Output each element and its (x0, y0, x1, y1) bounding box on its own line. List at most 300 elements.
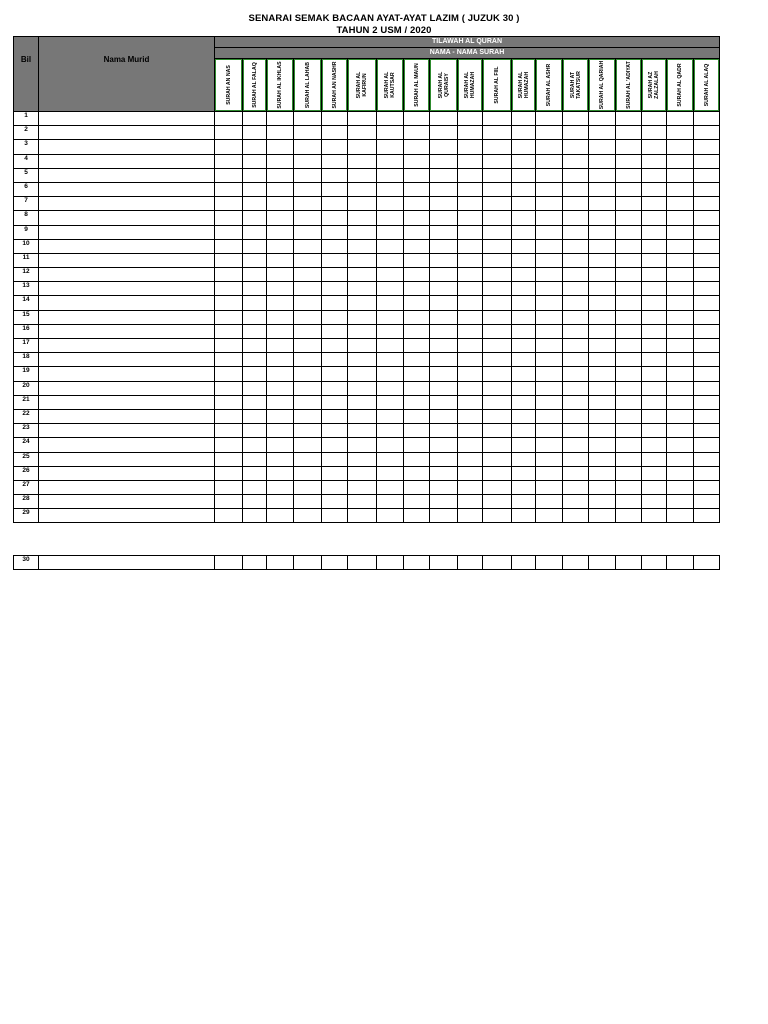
check-cell[interactable] (458, 296, 483, 310)
check-cell[interactable] (243, 168, 267, 182)
check-cell[interactable] (377, 409, 404, 423)
check-cell[interactable] (322, 239, 348, 253)
check-cell[interactable] (243, 409, 267, 423)
check-cell[interactable] (322, 211, 348, 225)
check-cell[interactable] (536, 225, 563, 239)
check-cell[interactable] (667, 424, 694, 438)
check-cell[interactable] (616, 495, 642, 509)
check-cell[interactable] (348, 409, 377, 423)
check-cell[interactable] (377, 112, 404, 126)
check-cell[interactable] (430, 154, 458, 168)
check-cell[interactable] (616, 395, 642, 409)
check-cell[interactable] (512, 112, 536, 126)
check-cell[interactable] (667, 395, 694, 409)
check-cell[interactable] (536, 438, 563, 452)
check-cell[interactable] (322, 310, 348, 324)
check-cell[interactable] (563, 197, 589, 211)
check-cell[interactable] (589, 239, 616, 253)
check-cell[interactable] (430, 509, 458, 523)
check-cell[interactable] (667, 197, 694, 211)
check-cell[interactable] (536, 168, 563, 182)
check-cell[interactable] (404, 409, 430, 423)
student-name-cell[interactable] (39, 480, 215, 494)
check-cell[interactable] (642, 239, 667, 253)
check-cell[interactable] (512, 556, 536, 570)
check-cell[interactable] (267, 239, 294, 253)
check-cell[interactable] (458, 126, 483, 140)
check-cell[interactable] (694, 112, 720, 126)
check-cell[interactable] (377, 480, 404, 494)
check-cell[interactable] (589, 353, 616, 367)
check-cell[interactable] (404, 253, 430, 267)
check-cell[interactable] (589, 168, 616, 182)
check-cell[interactable] (377, 268, 404, 282)
check-cell[interactable] (267, 480, 294, 494)
check-cell[interactable] (694, 424, 720, 438)
check-cell[interactable] (430, 409, 458, 423)
check-cell[interactable] (348, 211, 377, 225)
check-cell[interactable] (512, 197, 536, 211)
check-cell[interactable] (322, 409, 348, 423)
check-cell[interactable] (294, 211, 322, 225)
check-cell[interactable] (642, 556, 667, 570)
check-cell[interactable] (512, 324, 536, 338)
check-cell[interactable] (694, 339, 720, 353)
check-cell[interactable] (536, 112, 563, 126)
check-cell[interactable] (458, 509, 483, 523)
check-cell[interactable] (430, 381, 458, 395)
check-cell[interactable] (267, 126, 294, 140)
check-cell[interactable] (642, 211, 667, 225)
check-cell[interactable] (589, 395, 616, 409)
check-cell[interactable] (243, 225, 267, 239)
check-cell[interactable] (404, 381, 430, 395)
check-cell[interactable] (667, 480, 694, 494)
check-cell[interactable] (667, 495, 694, 509)
check-cell[interactable] (243, 140, 267, 154)
check-cell[interactable] (667, 438, 694, 452)
check-cell[interactable] (243, 466, 267, 480)
check-cell[interactable] (536, 466, 563, 480)
check-cell[interactable] (512, 154, 536, 168)
check-cell[interactable] (536, 452, 563, 466)
check-cell[interactable] (215, 211, 243, 225)
student-name-cell[interactable] (39, 268, 215, 282)
check-cell[interactable] (243, 480, 267, 494)
check-cell[interactable] (348, 268, 377, 282)
check-cell[interactable] (589, 339, 616, 353)
check-cell[interactable] (430, 140, 458, 154)
check-cell[interactable] (404, 154, 430, 168)
check-cell[interactable] (377, 211, 404, 225)
check-cell[interactable] (215, 409, 243, 423)
check-cell[interactable] (667, 466, 694, 480)
check-cell[interactable] (694, 268, 720, 282)
check-cell[interactable] (483, 282, 512, 296)
check-cell[interactable] (348, 495, 377, 509)
check-cell[interactable] (512, 182, 536, 196)
check-cell[interactable] (536, 282, 563, 296)
check-cell[interactable] (404, 225, 430, 239)
check-cell[interactable] (267, 556, 294, 570)
check-cell[interactable] (642, 395, 667, 409)
check-cell[interactable] (536, 495, 563, 509)
check-cell[interactable] (536, 424, 563, 438)
check-cell[interactable] (616, 154, 642, 168)
check-cell[interactable] (536, 409, 563, 423)
check-cell[interactable] (667, 239, 694, 253)
check-cell[interactable] (430, 225, 458, 239)
check-cell[interactable] (294, 395, 322, 409)
check-cell[interactable] (348, 168, 377, 182)
check-cell[interactable] (404, 339, 430, 353)
check-cell[interactable] (348, 140, 377, 154)
check-cell[interactable] (536, 353, 563, 367)
check-cell[interactable] (348, 310, 377, 324)
check-cell[interactable] (563, 452, 589, 466)
check-cell[interactable] (563, 324, 589, 338)
check-cell[interactable] (642, 140, 667, 154)
check-cell[interactable] (667, 282, 694, 296)
check-cell[interactable] (267, 438, 294, 452)
check-cell[interactable] (243, 211, 267, 225)
student-name-cell[interactable] (39, 182, 215, 196)
check-cell[interactable] (694, 395, 720, 409)
check-cell[interactable] (642, 324, 667, 338)
check-cell[interactable] (458, 556, 483, 570)
check-cell[interactable] (322, 556, 348, 570)
check-cell[interactable] (483, 367, 512, 381)
check-cell[interactable] (589, 495, 616, 509)
check-cell[interactable] (616, 409, 642, 423)
check-cell[interactable] (243, 253, 267, 267)
check-cell[interactable] (512, 140, 536, 154)
check-cell[interactable] (563, 126, 589, 140)
check-cell[interactable] (215, 140, 243, 154)
check-cell[interactable] (616, 424, 642, 438)
check-cell[interactable] (322, 324, 348, 338)
check-cell[interactable] (589, 182, 616, 196)
check-cell[interactable] (377, 324, 404, 338)
check-cell[interactable] (563, 182, 589, 196)
check-cell[interactable] (642, 182, 667, 196)
check-cell[interactable] (667, 353, 694, 367)
student-name-cell[interactable] (39, 424, 215, 438)
check-cell[interactable] (348, 395, 377, 409)
check-cell[interactable] (512, 253, 536, 267)
check-cell[interactable] (642, 409, 667, 423)
check-cell[interactable] (430, 324, 458, 338)
check-cell[interactable] (667, 211, 694, 225)
check-cell[interactable] (267, 395, 294, 409)
check-cell[interactable] (243, 296, 267, 310)
check-cell[interactable] (322, 466, 348, 480)
check-cell[interactable] (694, 324, 720, 338)
check-cell[interactable] (667, 339, 694, 353)
check-cell[interactable] (430, 296, 458, 310)
check-cell[interactable] (430, 253, 458, 267)
check-cell[interactable] (563, 211, 589, 225)
check-cell[interactable] (348, 556, 377, 570)
check-cell[interactable] (616, 268, 642, 282)
check-cell[interactable] (348, 480, 377, 494)
check-cell[interactable] (322, 225, 348, 239)
check-cell[interactable] (348, 509, 377, 523)
check-cell[interactable] (267, 452, 294, 466)
check-cell[interactable] (348, 353, 377, 367)
check-cell[interactable] (694, 556, 720, 570)
check-cell[interactable] (215, 339, 243, 353)
check-cell[interactable] (694, 225, 720, 239)
check-cell[interactable] (215, 268, 243, 282)
check-cell[interactable] (589, 112, 616, 126)
student-name-cell[interactable] (39, 495, 215, 509)
check-cell[interactable] (404, 112, 430, 126)
check-cell[interactable] (294, 154, 322, 168)
check-cell[interactable] (243, 381, 267, 395)
check-cell[interactable] (616, 367, 642, 381)
check-cell[interactable] (616, 182, 642, 196)
check-cell[interactable] (512, 211, 536, 225)
student-name-cell[interactable] (39, 452, 215, 466)
check-cell[interactable] (536, 339, 563, 353)
check-cell[interactable] (348, 438, 377, 452)
check-cell[interactable] (483, 466, 512, 480)
check-cell[interactable] (430, 112, 458, 126)
check-cell[interactable] (322, 126, 348, 140)
check-cell[interactable] (294, 126, 322, 140)
check-cell[interactable] (483, 126, 512, 140)
check-cell[interactable] (267, 112, 294, 126)
check-cell[interactable] (430, 353, 458, 367)
check-cell[interactable] (458, 381, 483, 395)
check-cell[interactable] (694, 253, 720, 267)
student-name-cell[interactable] (39, 168, 215, 182)
check-cell[interactable] (267, 182, 294, 196)
check-cell[interactable] (404, 438, 430, 452)
check-cell[interactable] (642, 381, 667, 395)
check-cell[interactable] (404, 495, 430, 509)
check-cell[interactable] (377, 253, 404, 267)
check-cell[interactable] (215, 112, 243, 126)
check-cell[interactable] (267, 268, 294, 282)
check-cell[interactable] (294, 253, 322, 267)
check-cell[interactable] (430, 211, 458, 225)
check-cell[interactable] (377, 466, 404, 480)
check-cell[interactable] (215, 239, 243, 253)
check-cell[interactable] (215, 154, 243, 168)
check-cell[interactable] (458, 168, 483, 182)
check-cell[interactable] (243, 495, 267, 509)
check-cell[interactable] (616, 126, 642, 140)
check-cell[interactable] (377, 424, 404, 438)
check-cell[interactable] (348, 324, 377, 338)
check-cell[interactable] (563, 367, 589, 381)
check-cell[interactable] (483, 182, 512, 196)
check-cell[interactable] (483, 509, 512, 523)
check-cell[interactable] (348, 225, 377, 239)
check-cell[interactable] (348, 339, 377, 353)
check-cell[interactable] (483, 424, 512, 438)
check-cell[interactable] (404, 296, 430, 310)
check-cell[interactable] (322, 367, 348, 381)
check-cell[interactable] (404, 182, 430, 196)
check-cell[interactable] (267, 367, 294, 381)
check-cell[interactable] (294, 424, 322, 438)
check-cell[interactable] (458, 353, 483, 367)
check-cell[interactable] (483, 112, 512, 126)
check-cell[interactable] (512, 126, 536, 140)
check-cell[interactable] (267, 211, 294, 225)
check-cell[interactable] (215, 381, 243, 395)
check-cell[interactable] (348, 239, 377, 253)
check-cell[interactable] (667, 409, 694, 423)
check-cell[interactable] (512, 424, 536, 438)
check-cell[interactable] (589, 424, 616, 438)
check-cell[interactable] (377, 395, 404, 409)
student-name-cell[interactable] (39, 310, 215, 324)
check-cell[interactable] (536, 310, 563, 324)
check-cell[interactable] (322, 268, 348, 282)
check-cell[interactable] (667, 225, 694, 239)
check-cell[interactable] (215, 324, 243, 338)
check-cell[interactable] (404, 452, 430, 466)
check-cell[interactable] (348, 126, 377, 140)
check-cell[interactable] (215, 253, 243, 267)
check-cell[interactable] (294, 367, 322, 381)
check-cell[interactable] (458, 112, 483, 126)
check-cell[interactable] (563, 282, 589, 296)
check-cell[interactable] (267, 140, 294, 154)
check-cell[interactable] (667, 268, 694, 282)
student-name-cell[interactable] (39, 339, 215, 353)
check-cell[interactable] (215, 452, 243, 466)
check-cell[interactable] (536, 126, 563, 140)
check-cell[interactable] (430, 268, 458, 282)
check-cell[interactable] (430, 126, 458, 140)
check-cell[interactable] (458, 324, 483, 338)
check-cell[interactable] (616, 282, 642, 296)
check-cell[interactable] (512, 268, 536, 282)
check-cell[interactable] (404, 395, 430, 409)
check-cell[interactable] (458, 211, 483, 225)
check-cell[interactable] (243, 395, 267, 409)
student-name-cell[interactable] (39, 367, 215, 381)
check-cell[interactable] (512, 438, 536, 452)
check-cell[interactable] (483, 495, 512, 509)
check-cell[interactable] (377, 197, 404, 211)
check-cell[interactable] (243, 112, 267, 126)
check-cell[interactable] (458, 310, 483, 324)
check-cell[interactable] (348, 253, 377, 267)
check-cell[interactable] (483, 409, 512, 423)
check-cell[interactable] (642, 452, 667, 466)
check-cell[interactable] (512, 367, 536, 381)
check-cell[interactable] (243, 509, 267, 523)
check-cell[interactable] (563, 395, 589, 409)
check-cell[interactable] (483, 154, 512, 168)
check-cell[interactable] (694, 438, 720, 452)
check-cell[interactable] (404, 480, 430, 494)
student-name-cell[interactable] (39, 438, 215, 452)
check-cell[interactable] (430, 480, 458, 494)
check-cell[interactable] (348, 197, 377, 211)
check-cell[interactable] (536, 381, 563, 395)
check-cell[interactable] (694, 154, 720, 168)
check-cell[interactable] (512, 495, 536, 509)
check-cell[interactable] (642, 253, 667, 267)
check-cell[interactable] (589, 480, 616, 494)
check-cell[interactable] (483, 140, 512, 154)
check-cell[interactable] (642, 353, 667, 367)
check-cell[interactable] (377, 509, 404, 523)
student-name-cell[interactable] (39, 324, 215, 338)
check-cell[interactable] (322, 424, 348, 438)
check-cell[interactable] (430, 424, 458, 438)
check-cell[interactable] (377, 556, 404, 570)
check-cell[interactable] (377, 339, 404, 353)
check-cell[interactable] (215, 282, 243, 296)
check-cell[interactable] (667, 168, 694, 182)
check-cell[interactable] (616, 466, 642, 480)
check-cell[interactable] (294, 296, 322, 310)
check-cell[interactable] (458, 495, 483, 509)
check-cell[interactable] (322, 480, 348, 494)
check-cell[interactable] (512, 310, 536, 324)
check-cell[interactable] (563, 495, 589, 509)
check-cell[interactable] (267, 168, 294, 182)
check-cell[interactable] (667, 509, 694, 523)
check-cell[interactable] (563, 168, 589, 182)
check-cell[interactable] (589, 197, 616, 211)
check-cell[interactable] (322, 182, 348, 196)
check-cell[interactable] (322, 381, 348, 395)
check-cell[interactable] (642, 367, 667, 381)
check-cell[interactable] (404, 509, 430, 523)
check-cell[interactable] (294, 509, 322, 523)
check-cell[interactable] (294, 409, 322, 423)
check-cell[interactable] (430, 495, 458, 509)
student-name-cell[interactable] (39, 409, 215, 423)
check-cell[interactable] (563, 424, 589, 438)
check-cell[interactable] (616, 324, 642, 338)
check-cell[interactable] (667, 253, 694, 267)
check-cell[interactable] (616, 239, 642, 253)
check-cell[interactable] (430, 282, 458, 296)
student-name-cell[interactable] (39, 225, 215, 239)
check-cell[interactable] (642, 225, 667, 239)
check-cell[interactable] (642, 296, 667, 310)
check-cell[interactable] (322, 154, 348, 168)
check-cell[interactable] (563, 480, 589, 494)
check-cell[interactable] (694, 126, 720, 140)
check-cell[interactable] (404, 126, 430, 140)
student-name-cell[interactable] (39, 126, 215, 140)
check-cell[interactable] (694, 140, 720, 154)
check-cell[interactable] (694, 282, 720, 296)
check-cell[interactable] (348, 154, 377, 168)
check-cell[interactable] (243, 324, 267, 338)
check-cell[interactable] (642, 438, 667, 452)
check-cell[interactable] (215, 296, 243, 310)
check-cell[interactable] (694, 367, 720, 381)
check-cell[interactable] (377, 452, 404, 466)
check-cell[interactable] (536, 296, 563, 310)
check-cell[interactable] (694, 353, 720, 367)
student-name-cell[interactable] (39, 282, 215, 296)
check-cell[interactable] (322, 282, 348, 296)
check-cell[interactable] (694, 466, 720, 480)
